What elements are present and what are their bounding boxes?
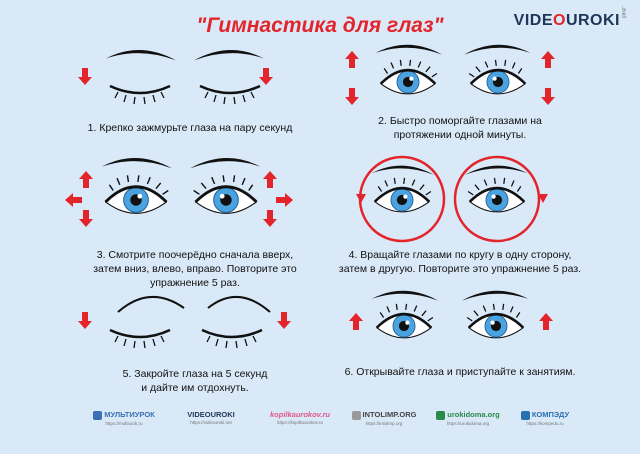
exercise-1-illustration: [78, 50, 273, 104]
logo-name: VIDEOUROKI: [187, 410, 235, 419]
logo-name: kopilkaurokov.ru: [269, 410, 331, 419]
exercise-2-caption: [330, 114, 590, 142]
arrow-down-icon: [78, 68, 92, 85]
exercise-4-illustration: [356, 157, 548, 241]
caption-line: 6. Открывайте глаза и приступайте к занятиям.: [344, 366, 576, 378]
logo-url: https://multiurok.ru: [105, 420, 143, 426]
exercise-4-caption: [310, 248, 610, 276]
footer-logo-multiurok[interactable]: [84, 410, 164, 426]
logo-name: urokidoma.org: [447, 410, 500, 419]
arrow-down-icon: [259, 68, 273, 85]
footer-logo-intolimp[interactable]: [344, 410, 424, 426]
kompedu-icon: [521, 411, 530, 420]
exercise-1-caption: [40, 121, 340, 135]
logo-name: МУЛЬТИУРОК: [104, 410, 155, 419]
caption-line: затем вниз, влево, вправо. Повторите это: [93, 263, 297, 275]
multiurok-icon: [93, 411, 102, 420]
caption-line: 1. Крепко зажмурьте глаза на пару секунд: [87, 122, 293, 134]
logo-name: КОМПЭДУ: [531, 410, 570, 419]
footer-logo-videouroki[interactable]: [176, 410, 246, 425]
urokidoma-icon: [436, 411, 445, 420]
brand-text-right: UROKI: [565, 12, 620, 29]
logo-url: https://intolimp.org: [365, 420, 403, 426]
caption-line: 5. Закройте глаза на 5 секунд: [122, 368, 268, 380]
logo-url: https://kopilkaurokov.ru: [277, 420, 323, 425]
exercise-2-illustration: [345, 45, 555, 105]
brand-text-accent: O: [552, 12, 566, 29]
logo-url: https://kompedu.ru: [526, 420, 564, 426]
caption-line: затем в другую. Повторите это упражнение 5 раз.: [338, 263, 582, 275]
page-title: "Гимнастика для глаз": [196, 14, 444, 37]
caption-line: 4. Вращайте глазами по кругу в одну сторону,: [348, 249, 572, 261]
exercise-3-illustration: [65, 158, 293, 227]
caption-line: и дайте им отдохнуть.: [141, 382, 249, 394]
footer-logo-kopilkaurokov[interactable]: [260, 410, 340, 425]
caption-line: 3. Смотрите поочерёдно сначала вверх,: [96, 249, 294, 261]
footer-logo-urokidoma[interactable]: [430, 410, 506, 426]
exercise-5-caption: [50, 367, 340, 395]
logo-url: https://urokidoma.org: [446, 420, 490, 426]
caption-line: протяжении одной минуты.: [393, 129, 527, 141]
exercise-6-caption: [310, 365, 610, 379]
brand-suffix: .net: [620, 6, 626, 19]
intolimp-icon: [352, 411, 361, 420]
exercise-6-illustration: [349, 291, 553, 338]
exercise-3-caption: [50, 248, 340, 290]
logo-name: INTOLIMP.ORG: [362, 410, 417, 419]
caption-line: упражнение 5 раз.: [150, 277, 240, 289]
caption-line: 2. Быстро поморгайте глазами на: [378, 115, 542, 127]
logo-url: https://videouroki.net: [190, 420, 232, 425]
footer-logo-kompedu[interactable]: [510, 410, 580, 426]
exercise-5-illustration: [78, 297, 291, 348]
brand-text-left: VIDE: [513, 12, 553, 29]
